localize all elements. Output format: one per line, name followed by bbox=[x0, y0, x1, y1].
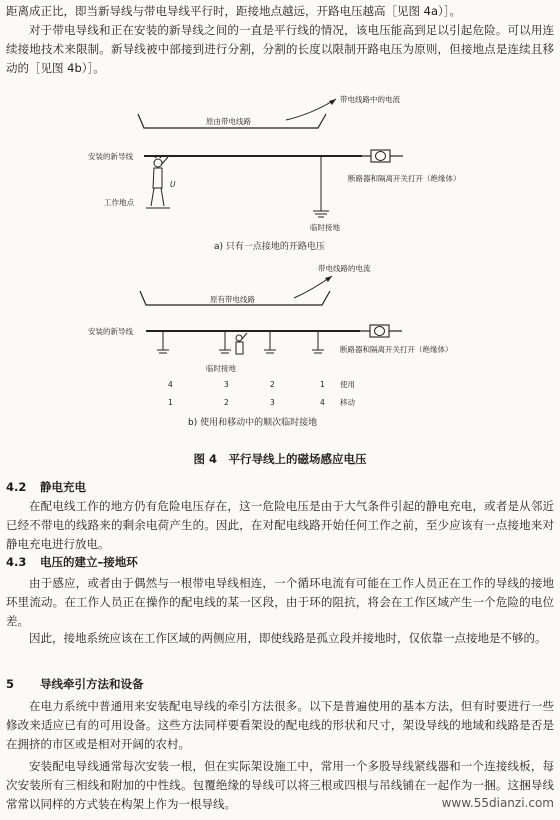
section-number: 4.2 bbox=[6, 480, 27, 494]
fig-a-caption: a) 只有一点接地的开路电压 bbox=[214, 242, 325, 252]
fig-b-move-1: 1 bbox=[168, 398, 173, 407]
fig-b-worker-icon bbox=[236, 333, 247, 354]
section-5-body-2: 安装配电导线通常每次安装一根，但在实际架设施工中，常用一个多股导线紧线器和一个连接线板，每次安装所有三相线和附加的中性线。包覆绝缘的导线可以将三根或四根与吊线铺在一起作为一捆。这捆导线常常以同样的方式装在构架上作为一根导线。 bbox=[6, 759, 554, 811]
fig-a-arrowhead bbox=[329, 99, 336, 105]
section-heading-4-3 bbox=[6, 554, 138, 570]
fig-a-live-line-label: 原由带电线路 bbox=[206, 117, 251, 126]
section-4-2-body: 在配电线工作的地方仍有危险电压存在，这一危险电压是由于大气条件引起的静电充电，或者是从邻近已经不带电的线路来的剩余电荷产生的。因此，在对配电线路开始任何工作之前，至少应该有一点接地来对静电充电进行放电。 bbox=[6, 499, 554, 551]
fig-b-breaker-label: 断路器和隔离开关打开（绝缘体） bbox=[340, 345, 453, 354]
section-title: 电压的建立–接地环 bbox=[40, 555, 138, 569]
fig-b-move-3: 3 bbox=[270, 398, 275, 407]
fig-b-use-4: 1 bbox=[320, 380, 325, 389]
fig-b-move-label: 移动 bbox=[340, 398, 355, 407]
fig-b-move-4: 4 bbox=[320, 398, 325, 407]
fig-b-use-1: 4 bbox=[168, 380, 173, 389]
section-number: 4.3 bbox=[6, 555, 27, 569]
section-4-3-body-2: 因此，接地系统应该在工作区域的两侧应用，即使线路是孤立段并接地时，仅依靠一点接地是不够的。 bbox=[29, 631, 547, 645]
fig-a-temp-ground-label: 临时接地 bbox=[310, 223, 340, 232]
fig-a-worker-icon bbox=[146, 156, 170, 208]
fig-b-use-3: 2 bbox=[270, 380, 275, 389]
fig-a-current-label: 带电线路中的电流 bbox=[340, 95, 400, 104]
fig-a-voltage-symbol: U bbox=[170, 180, 176, 189]
fig-b-live-line-label: 原有带电线路 bbox=[210, 295, 255, 304]
fig-a-work-point-label: 工作地点 bbox=[104, 198, 134, 207]
fig-b-use-2: 3 bbox=[224, 380, 229, 389]
section-5-body-1: 在电力系统中普通用来安装配电导线的牵引方法很多。以下是普遍使用的基本方法，但有时要进行一些修改来适应已有的可用设备。这些方法同样要看架设的配电线的形状和尺寸，架设导线的地域和线路是否是在拥挤的市区或是相对开阔的农村。 bbox=[6, 699, 554, 751]
fig-a-current-arrow bbox=[286, 99, 336, 120]
section-heading-5 bbox=[6, 676, 144, 692]
fig-a-breaker-label: 断路器和隔离开关打开（绝缘体） bbox=[348, 174, 461, 183]
section-number: 5 bbox=[6, 677, 15, 691]
fig-b-new-conductor-label: 安装的新导线 bbox=[88, 327, 133, 336]
section-title: 静电充电 bbox=[40, 480, 86, 494]
fig-b-temp-ground-label: 临时接地 bbox=[206, 364, 236, 373]
figure-title: 图 4 平行导线上的磁场感应电压 bbox=[193, 452, 367, 466]
watermark: www.55dianzi.com bbox=[441, 796, 554, 810]
fig-b-use-label: 使用 bbox=[340, 380, 355, 389]
section-heading-4-2 bbox=[6, 479, 86, 495]
intro-paragraph: 对于带电导线和正在安装的新导线之间的一直是平行线的情况，该电压能高到足以引起危险。可以用连续接地技术来限制。新导线被中部接到进行分割，分割的长度以限制开路电压为原则，但接地点是连续且移动的［见图 4b）］。 bbox=[6, 23, 554, 75]
intro-line: 距离成正比，即当新导线与带电导线平行时，距接地点越远，开路电压越高［见图 4a）］。 bbox=[6, 4, 462, 18]
fig-a-new-conductor-label: 安装的新导线 bbox=[88, 152, 133, 161]
fig-b-current-label: 带电线路的电流 bbox=[318, 264, 371, 273]
fig-b-caption: b) 使用和移动中的顺次临时接地 bbox=[188, 418, 318, 428]
section-4-3-body-1: 由于感应，或者由于偶然与一根带电导线相连，一个循环电流有可能在工作人员正在工作的导线的接地环里流动。在工作人员正在操作的配电线的某一区段，由于环的阻抗，将会在工作区域产生一个危险的电位差。 bbox=[6, 576, 554, 628]
section-title: 导线牵引方法和设备 bbox=[40, 677, 144, 691]
fig-b-move-2: 2 bbox=[224, 398, 229, 407]
